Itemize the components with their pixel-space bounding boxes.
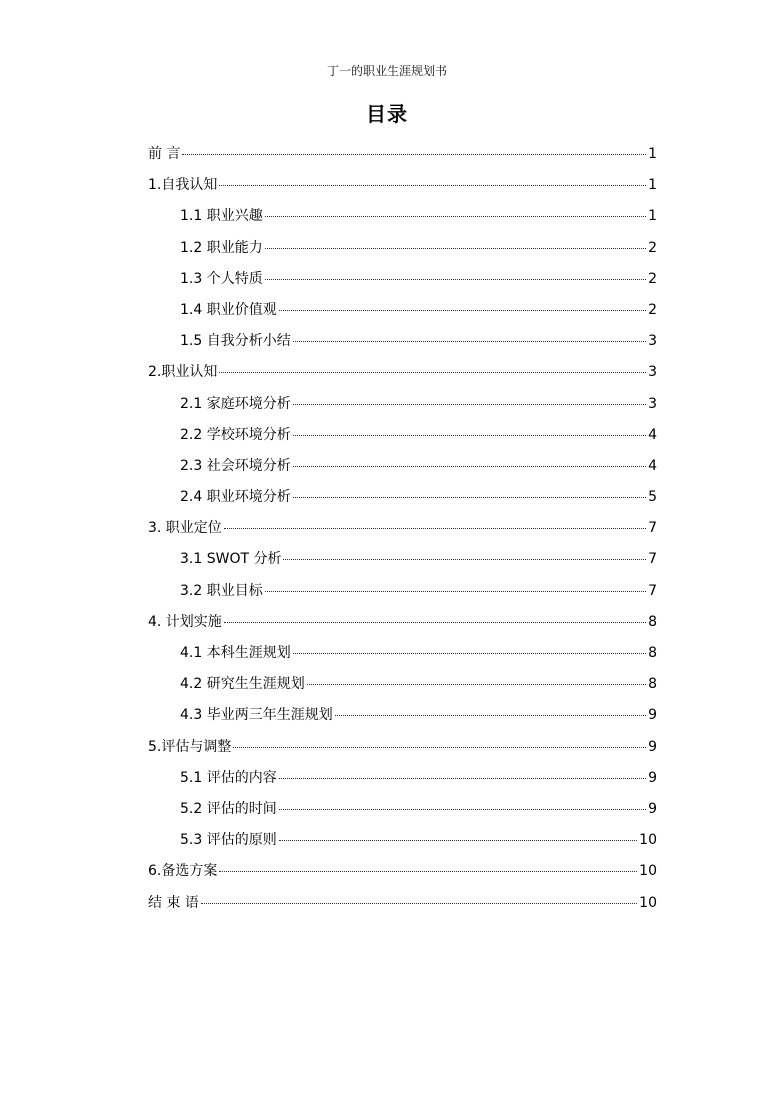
toc-entry-page: 1 bbox=[648, 177, 657, 194]
toc-entry[interactable] bbox=[148, 170, 657, 201]
toc-entry-page: 4 bbox=[648, 457, 657, 474]
toc-dot-leader bbox=[265, 590, 646, 592]
toc-entry-page: 8 bbox=[648, 613, 657, 630]
toc-dot-leader bbox=[219, 371, 646, 373]
toc-entry-label: 5.2 评估的时间 bbox=[180, 800, 277, 817]
toc-dot-leader bbox=[279, 777, 646, 779]
toc-entry[interactable] bbox=[148, 264, 657, 295]
toc-entry-page: 9 bbox=[648, 800, 657, 817]
toc-entry-page: 2 bbox=[648, 270, 657, 287]
toc-entry-page: 8 bbox=[648, 645, 657, 661]
toc-entry-label: 3.2 职业目标 bbox=[180, 582, 263, 599]
toc-entry[interactable] bbox=[148, 794, 657, 825]
toc-entry[interactable] bbox=[148, 856, 657, 887]
toc-entry[interactable] bbox=[148, 482, 657, 513]
toc-entry-label: 3. 职业定位 bbox=[148, 520, 222, 537]
toc-dot-leader bbox=[335, 714, 646, 716]
toc-entry-label: 3.1 SWOT 分析 bbox=[180, 551, 282, 568]
toc-entry-label: 2.1 家庭环境分析 bbox=[180, 395, 291, 412]
toc-entry-label: 5.1 评估的内容 bbox=[180, 769, 277, 786]
toc-entry[interactable] bbox=[148, 326, 657, 357]
toc-dot-leader bbox=[182, 153, 646, 155]
toc-dot-leader bbox=[265, 278, 646, 280]
toc-entry[interactable] bbox=[148, 139, 657, 170]
toc-entry-page: 8 bbox=[648, 676, 657, 693]
toc-entry[interactable] bbox=[148, 451, 657, 482]
toc-entry-page: 2 bbox=[648, 239, 657, 256]
toc-entry-page: 4 bbox=[648, 426, 657, 443]
toc-entry-page: 10 bbox=[639, 894, 657, 911]
toc-entry-label: 4.3 毕业两三年生涯规划 bbox=[180, 707, 333, 724]
running-header: 丁一的职业生涯规划书 bbox=[326, 64, 447, 78]
toc-dot-leader bbox=[279, 808, 646, 810]
toc-title: 目录 bbox=[366, 102, 408, 126]
toc-dot-leader bbox=[307, 683, 646, 685]
toc-dot-leader bbox=[219, 184, 646, 186]
toc-entry[interactable] bbox=[148, 201, 657, 232]
toc-entry-label: 5.评估与调整 bbox=[148, 738, 232, 755]
toc-entry-page: 7 bbox=[648, 582, 657, 599]
toc-entry-label: 4. 计划实施 bbox=[148, 613, 222, 630]
toc-entry-page: 7 bbox=[648, 520, 657, 537]
toc-entry-page: 10 bbox=[639, 863, 657, 880]
toc-entry-label: 1.3 个人特质 bbox=[180, 270, 263, 287]
toc-dot-leader bbox=[293, 434, 646, 436]
toc-entry[interactable] bbox=[148, 888, 657, 919]
toc-entry-label: 1.1 职业兴趣 bbox=[180, 208, 263, 225]
toc-entry-label: 2.4 职业环境分析 bbox=[180, 489, 291, 506]
toc-entry[interactable] bbox=[148, 233, 657, 264]
toc-entry-label: 2.3 社会环境分析 bbox=[180, 457, 291, 474]
toc-dot-leader bbox=[233, 746, 646, 748]
toc-dot-leader bbox=[279, 839, 637, 841]
toc-entry[interactable] bbox=[148, 763, 657, 794]
toc-dot-leader bbox=[293, 496, 646, 498]
toc-entry-page: 9 bbox=[648, 738, 657, 755]
toc-entry[interactable] bbox=[148, 576, 657, 607]
toc-entry-label: 5.3 评估的原则 bbox=[180, 832, 277, 849]
toc-dot-leader bbox=[201, 902, 637, 904]
toc-entry[interactable] bbox=[148, 638, 657, 669]
toc-entry[interactable] bbox=[148, 544, 657, 575]
toc-entry-page: 10 bbox=[639, 832, 657, 849]
toc-dot-leader bbox=[279, 309, 646, 311]
toc-entry-page: 7 bbox=[648, 551, 657, 568]
toc-entry-label: 4.2 研究生生涯规划 bbox=[180, 676, 305, 693]
toc-entry[interactable] bbox=[148, 513, 657, 544]
toc-entry-label: 1.5 自我分析小结 bbox=[180, 333, 291, 350]
toc-dot-leader bbox=[293, 403, 646, 405]
toc-entry-label: 2.2 学校环境分析 bbox=[180, 426, 291, 443]
toc-dot-leader bbox=[265, 247, 646, 249]
toc-dot-leader bbox=[265, 215, 646, 217]
toc-dot-leader bbox=[224, 621, 646, 623]
toc-entry-page: 5 bbox=[648, 489, 657, 506]
toc-entry-label: 2.职业认知 bbox=[148, 364, 218, 381]
toc-entry-page: 9 bbox=[648, 769, 657, 786]
toc-entry[interactable] bbox=[148, 389, 657, 420]
toc-entry[interactable] bbox=[148, 607, 657, 638]
toc-dot-leader bbox=[219, 870, 637, 872]
toc-entry-page: 9 bbox=[648, 707, 657, 724]
toc-dot-leader bbox=[293, 652, 646, 654]
toc-entry[interactable] bbox=[148, 732, 657, 763]
toc-entry-label: 前 言 bbox=[148, 146, 181, 162]
toc-entry-page: 3 bbox=[648, 364, 657, 381]
toc-entry-page: 3 bbox=[648, 395, 657, 412]
toc-entry-label: 1.2 职业能力 bbox=[180, 239, 263, 256]
toc-entry-page: 1 bbox=[648, 146, 657, 162]
toc-entry-page: 1 bbox=[648, 208, 657, 225]
toc-entry[interactable] bbox=[148, 420, 657, 451]
toc-entry[interactable] bbox=[148, 700, 657, 731]
toc-entry-label: 1.自我认知 bbox=[148, 177, 218, 194]
toc-entry-label: 结 束 语 bbox=[148, 894, 199, 911]
toc-entry[interactable] bbox=[148, 825, 657, 856]
toc-entry-label: 4.1 本科生涯规划 bbox=[180, 645, 291, 661]
toc-dot-leader bbox=[293, 465, 646, 467]
toc-entry[interactable] bbox=[148, 357, 657, 388]
toc-entry-page: 2 bbox=[648, 301, 657, 318]
toc-entry-label: 6.备选方案 bbox=[148, 863, 218, 880]
table-of-contents bbox=[148, 139, 657, 919]
toc-dot-leader bbox=[224, 527, 646, 529]
toc-dot-leader bbox=[293, 340, 646, 342]
toc-entry-page: 3 bbox=[648, 333, 657, 350]
toc-entry-label: 1.4 职业价值观 bbox=[180, 301, 277, 318]
toc-entry[interactable] bbox=[148, 295, 657, 326]
toc-entry[interactable] bbox=[148, 669, 657, 700]
toc-dot-leader bbox=[283, 558, 646, 560]
